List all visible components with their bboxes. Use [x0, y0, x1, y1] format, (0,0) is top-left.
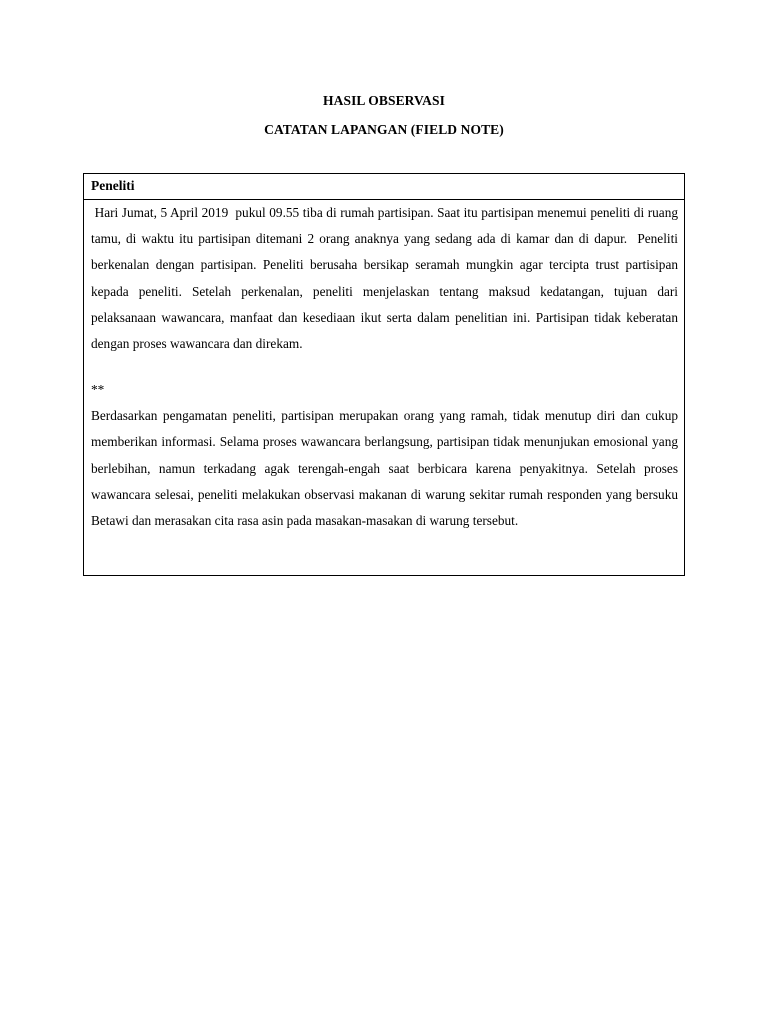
paragraph-spacer — [91, 357, 678, 377]
field-note-content — [91, 200, 682, 534]
separator-stars: ** — [91, 382, 105, 398]
document-title: HASIL OBSERVASI — [323, 93, 445, 108]
section-header: Peneliti — [91, 178, 135, 193]
field-note-box — [83, 173, 685, 576]
observation-paragraph-2: Berdasarkan pengamatan peneliti, partisipan merupakan orang yang ramah, tidak menutup diri dan cukup memberikan informasi. Selama proses wawancara berlangsung, partisipan tidak menunjukan emosional yang berlebihan, namun terkadang agak terengah-engah saat berbicara karena penyakitnya. Setelah proses wawancara selesai, peneliti melakukan observasi makanan di warung sekitar rumah responden yang bersuku Betawi dan merasakan cita rasa asin pada masakan-masakan di warung tersebut. — [91, 408, 678, 529]
field-note-header — [84, 174, 684, 200]
observation-paragraph-1: Hari Jumat, 5 April 2019 pukul 09.55 tiba di rumah partisipan. Saat itu partisipan menemui peneliti di ruang tamu, di waktu itu partisipan ditemani 2 orang anaknya yang sedang ada di kamar dan di dapur. Peneliti berkenalan dengan partisipan. Peneliti berusaha bersikap seramah mungkin agar tercipta trust partisipan kepada peneliti. Setelah perkenalan, peneliti menjelaskan tentang maksud kedatangan, tujuan dari pelaksanaan wawancara, manfaat dan kesediaan ikut serta dalam penelitian ini. Partisipan tidak keberatan dengan proses wawancara dan direkam. — [91, 205, 682, 352]
document-subtitle: CATATAN LAPANGAN (FIELD NOTE) — [264, 122, 504, 137]
